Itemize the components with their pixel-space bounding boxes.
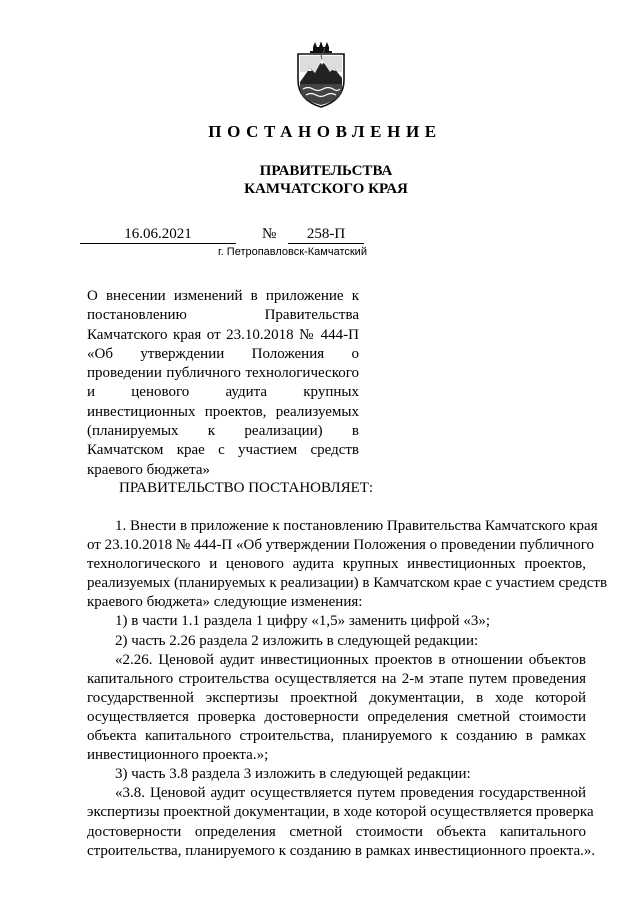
body-line: от 23.10.2018 № 444-П «Об утверждении Положения о проведении публичного <box>87 537 594 554</box>
subject-line: Камчатского края от 23.10.2018 № 444-П <box>87 326 359 343</box>
body-line: 2) часть 2.26 раздела 2 изложить в следующей редакции: <box>115 632 479 649</box>
issuer-line-2: КАМЧАТСКОГО КРАЯ <box>244 181 408 197</box>
body-line: объекта капитального строительства, планируемого к созданию в рамках <box>87 728 586 745</box>
resolution-heading: ПРАВИТЕЛЬСТВО ПОСТАНОВЛЯЕТ: <box>119 480 374 496</box>
body-line: технологического и ценового аудита крупных инвестиционных проектов, <box>87 556 586 573</box>
body-line: инвестиционного проекта.»; <box>87 747 269 764</box>
body-line: строительства, планируемого к созданию в рамках инвестиционного проекта.». <box>87 842 596 859</box>
kamchatka-coat-of-arms-icon <box>294 42 348 108</box>
body-line: 1. Внести в приложение к постановлению Правительства Камчатского края <box>115 518 598 534</box>
body-line: 3) часть 3.8 раздела 3 изложить в следующей редакции: <box>115 766 471 783</box>
subject-line: постановлению Правительства <box>87 307 359 324</box>
subject-line: «Об утверждении Положения о <box>87 345 359 362</box>
body-line: краевого бюджета» следующие изменения: <box>87 594 363 611</box>
issuer-line-1: ПРАВИТЕЛЬСТВА <box>259 163 393 179</box>
number-sign: № <box>262 226 277 242</box>
body-line: «3.8. Ценовой аудит осуществляется путем проведения государственной <box>115 785 586 802</box>
body-line: «2.26. Ценовой аудит инвестиционных проектов в отношении объектов <box>115 651 586 668</box>
document-type-title: ПОСТАНОВЛЕНИЕ <box>208 122 442 141</box>
subject-line: О внесении изменений в приложение к <box>87 288 359 304</box>
body-line: капитального строительства осуществляется на 2-м этапе путем проведения <box>87 670 586 687</box>
document-subject <box>87 287 359 480</box>
body-line: осуществляется проверка достоверности определения сметной стоимости <box>87 708 586 725</box>
subject-line: Камчатском крае с участием средств <box>87 442 359 459</box>
subject-line: инвестиционных проектов, реализуемых <box>87 403 359 420</box>
body-line: достоверности определения сметной стоимости объекта капитального <box>87 823 586 840</box>
body-line: реализуемых (планируемых к реализации) в Камчатском крае с участием средств <box>87 575 608 592</box>
document-city: г. Петропавловск-Камчатский <box>218 246 367 258</box>
body-line: государственной экспертизы проектной документации, в ходе которой <box>87 689 586 706</box>
subject-line: (планируемых к реализации) в <box>87 423 359 440</box>
document-body <box>87 517 608 861</box>
subject-line: проведении публичного технологического <box>87 365 359 382</box>
body-line: экспертизы проектной документации, в ходе которой осуществляется проверка <box>87 804 594 821</box>
body-line: 1) в части 1.1 раздела 1 цифру «1,5» заменить цифрой «3»; <box>115 613 490 630</box>
subject-line: краевого бюджета» <box>87 461 211 478</box>
document-number: 258-П <box>288 226 364 244</box>
issuer-name <box>0 162 640 198</box>
document-date: 16.06.2021 <box>80 226 236 244</box>
subject-line: и ценового аудита крупных <box>87 384 359 401</box>
